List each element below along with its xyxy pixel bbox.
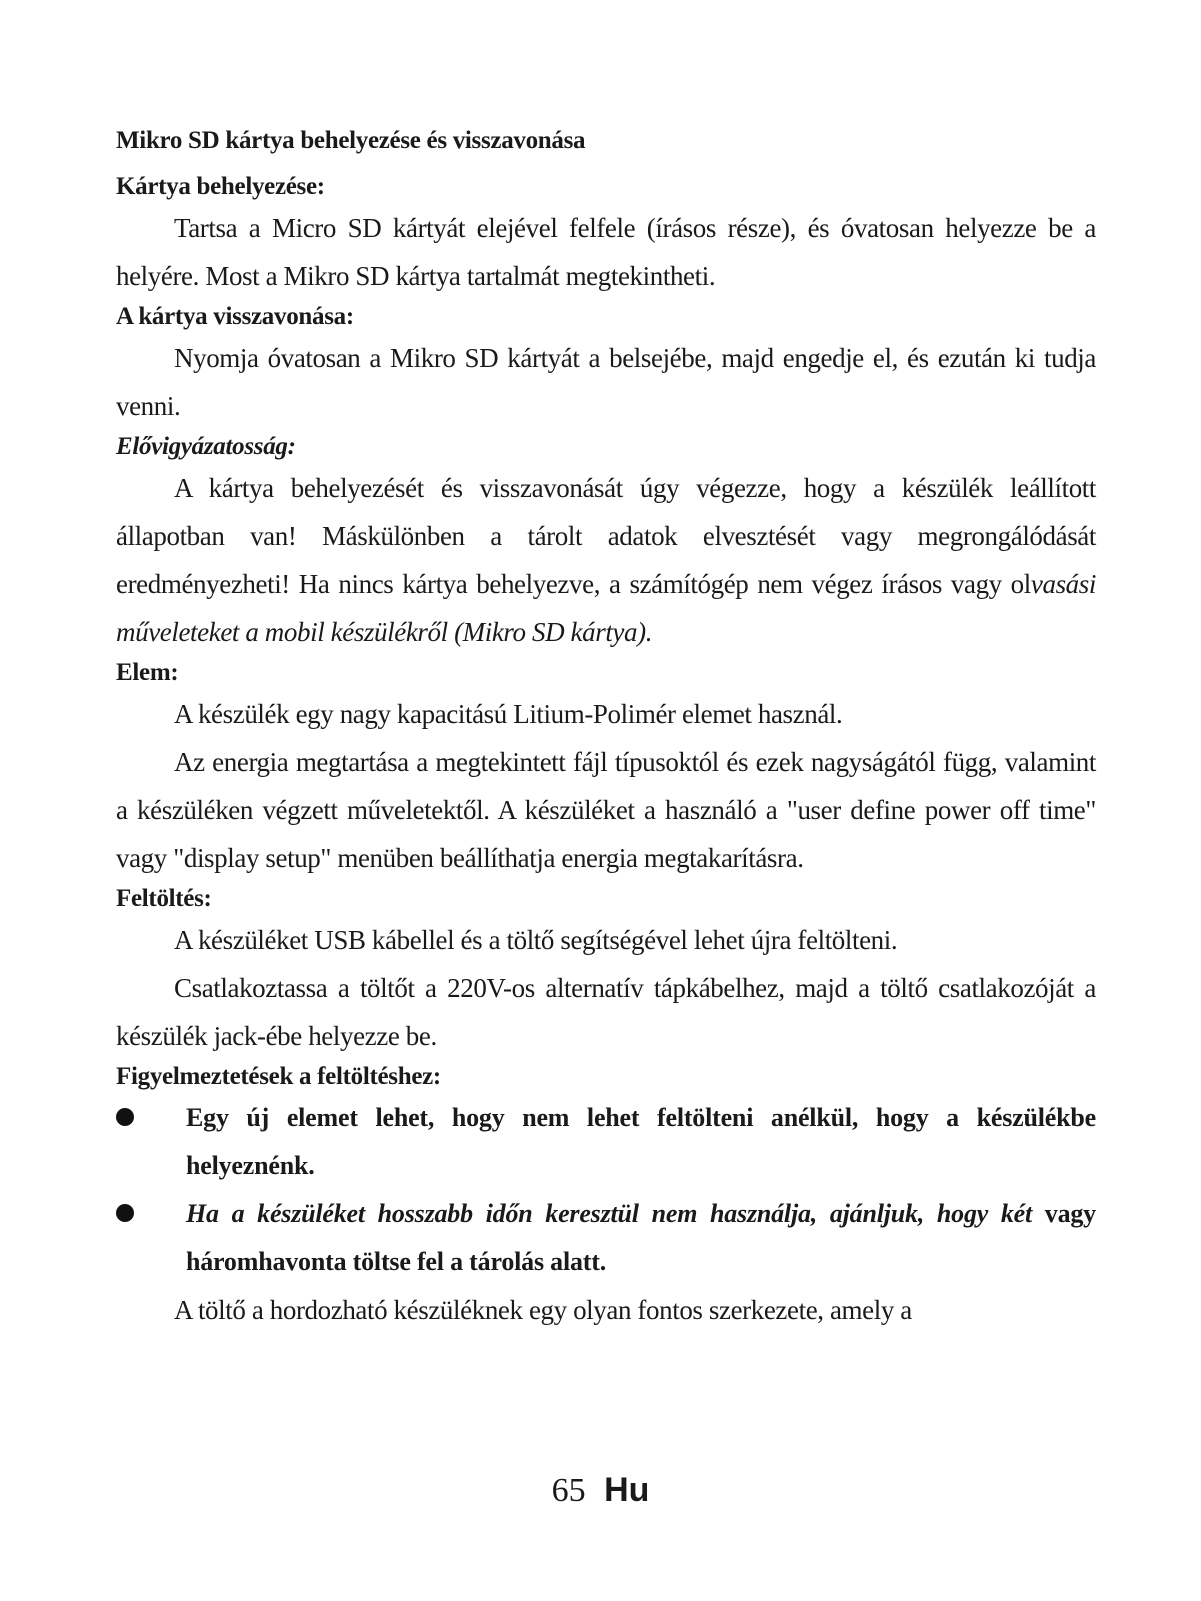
caution-paragraph [116, 464, 1096, 656]
warnings-list [116, 1094, 1096, 1286]
insert-paragraph: Tartsa a Micro SD kártyát elejével felfele (írásos része), és óvatosan helyezze be a helyére. Most a Mikro SD kártya tartalmát megtekintheti. [116, 213, 1096, 291]
warnings-heading: Figyelmeztetések a feltöltéshez: [116, 1063, 441, 1090]
page-footer [0, 1470, 1201, 1511]
charging-paragraph-2: Csatlakoztassa a töltőt a 220V-os alternatív tápkábelhez, majd a töltő csatlakozóját a készülék jack-ébe helyezze be. [116, 973, 1096, 1051]
language-label: Hu [604, 1471, 650, 1509]
sd-card-title: Mikro SD kártya behelyezése és visszavonása [116, 127, 586, 154]
battery-paragraph-1: A készülék egy nagy kapacitású Litium-Polimér elemet használ. [174, 699, 843, 729]
warning-text-2-rest: vagy háromhavonta töltse fel a tárolás alatt. [186, 1199, 1096, 1276]
charging-paragraph-1: A készüléket USB kábellel és a töltő segítségével lehet újra feltölteni. [174, 925, 898, 955]
caution-heading: Elővigyázatosság: [116, 433, 296, 460]
charging-heading: Feltöltés: [116, 885, 212, 912]
list-item [116, 1094, 1096, 1190]
page-number: 65 [551, 1472, 586, 1509]
caution-text: A kártya behelyezését és visszavonását úgy végezze, hogy a készülék leállított állapotban van! Máskülönben a tárolt adatok elvesztését vagy megrongálódását eredményezheti! Ha nincs kártya behelyezve, a számítógép nem végez írásos vagy ol [116, 473, 1096, 599]
insert-heading: Kártya behelyezése: [116, 173, 325, 200]
bullet-dot-icon [116, 1204, 134, 1222]
charger-paragraph: A töltő a hordozható készüléknek egy olyan fontos szerkezete, amely a [174, 1295, 912, 1325]
remove-heading: A kártya visszavonása: [116, 303, 354, 330]
battery-paragraph-2: Az energia megtartása a megtekintett fájl típusoktól és ezek nagyságától függ, valamint a készüléken végzett műveletektől. A készüléket a használó a "user define power off time" vagy "display setup" menüben beállíthatja energia megtakarításra. [116, 747, 1096, 873]
battery-heading: Elem: [116, 659, 179, 686]
remove-paragraph: Nyomja óvatosan a Mikro SD kártyát a belsejébe, majd engedje el, és ezután ki tudja venni. [116, 343, 1096, 421]
page-content [116, 126, 1096, 1334]
caution-text-italic: vasási műveleteket a mobil készülékről (Mikro SD kártya). [116, 569, 1096, 647]
bullet-dot-icon [116, 1108, 134, 1126]
warning-text-1: Egy új elemet lehet, hogy nem lehet feltölteni anélkül, hogy a készülékbe helyeznénk. [186, 1103, 1096, 1180]
warning-text-2-italic: Ha a készüléket hosszabb időn keresztül nem használja, ajánljuk, hogy két [186, 1199, 1033, 1228]
list-item [116, 1190, 1096, 1286]
